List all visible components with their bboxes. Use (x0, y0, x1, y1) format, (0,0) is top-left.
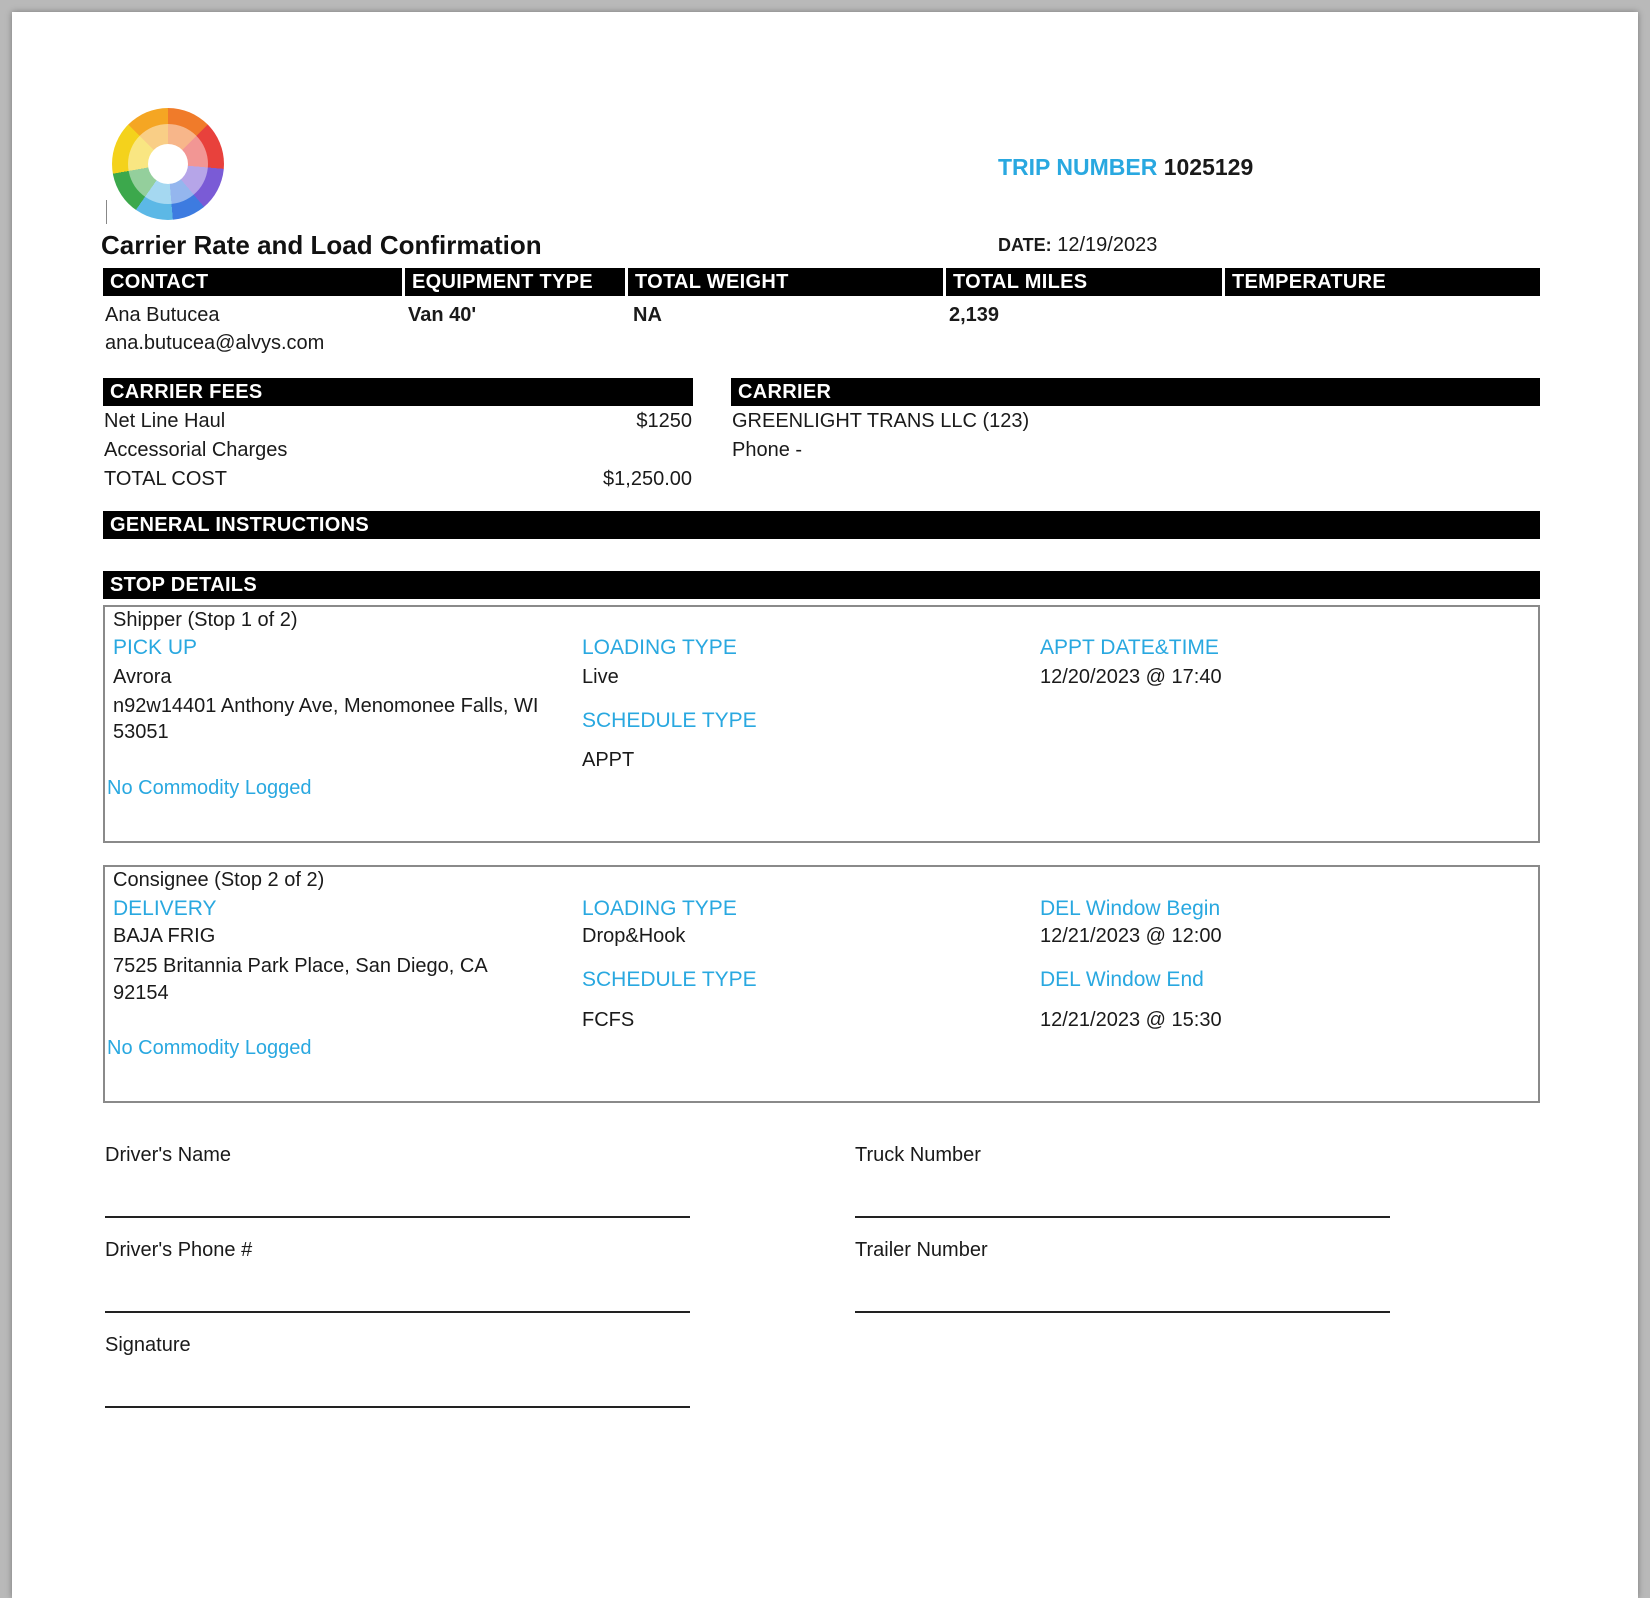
stop-title: Consignee (Stop 2 of 2) (113, 869, 325, 891)
trip-number-label: TRIP NUMBER (998, 154, 1158, 180)
total-weight-header: TOTAL WEIGHT (628, 268, 943, 296)
page-title: Carrier Rate and Load Confirmation (101, 230, 542, 260)
total-cost-value: $1,250.00 (603, 468, 692, 490)
contact-name: Ana Butucea (105, 304, 220, 326)
trip-number-value: 1025129 (1163, 154, 1254, 180)
total-cost-label: TOTAL COST (104, 468, 227, 490)
del-window-begin-label: DEL Window Begin (1040, 897, 1221, 920)
carrier-fees-header: CARRIER FEES (103, 378, 693, 406)
trip-number (998, 154, 1253, 181)
truck-number-label: Truck Number (855, 1144, 981, 1166)
contact-header: CONTACT (103, 268, 402, 296)
loading-type-value: Live (582, 666, 619, 688)
commodity-status: No Commodity Logged (107, 777, 312, 799)
stop-details-header: STOP DETAILS (103, 571, 1540, 599)
general-instructions-header: GENERAL INSTRUCTIONS (103, 511, 1540, 539)
truck-number-line[interactable] (855, 1216, 1390, 1218)
date-label: DATE: (998, 235, 1052, 255)
carrier-phone: Phone - (732, 439, 803, 461)
signature-label: Signature (105, 1334, 191, 1356)
loading-type-label: LOADING TYPE (582, 897, 737, 920)
color-wheel-logo-icon (112, 108, 224, 220)
stop-type-label: PICK UP (113, 636, 198, 659)
commodity-status: No Commodity Logged (107, 1037, 312, 1059)
del-window-begin-value: 12/21/2023 @ 12:00 (1040, 925, 1222, 947)
schedule-type-label: SCHEDULE TYPE (582, 709, 757, 732)
total-miles-value: 2,139 (949, 304, 1000, 326)
stop-company: BAJA FRIG (113, 925, 216, 947)
appt-datetime-value: 12/20/2023 @ 17:40 (1040, 666, 1222, 688)
equipment-type-header: EQUIPMENT TYPE (405, 268, 625, 296)
date-value: 12/19/2023 (1057, 234, 1158, 256)
schedule-type-label: SCHEDULE TYPE (582, 968, 757, 991)
stop-address-line1: n92w14401 Anthony Ave, Menomonee Falls, WI (113, 695, 539, 717)
drivers-phone-line[interactable] (105, 1311, 690, 1313)
del-window-end-value: 12/21/2023 @ 15:30 (1040, 1009, 1222, 1031)
contact-email: ana.butucea@alvys.com (105, 332, 325, 354)
schedule-type-value: FCFS (582, 1009, 635, 1031)
fee-label: Accessorial Charges (104, 439, 288, 461)
carrier-name: GREENLIGHT TRANS LLC (123) (732, 410, 1030, 432)
schedule-type-value: APPT (582, 749, 635, 771)
trailer-number-label: Trailer Number (855, 1239, 988, 1261)
document-date (998, 234, 1157, 257)
total-miles-header: TOTAL MILES (946, 268, 1222, 296)
stop-company: Avrora (113, 666, 172, 688)
stop-address-line2: 92154 (113, 982, 169, 1004)
stop-card (103, 865, 1540, 1103)
stop-card (103, 605, 1540, 843)
fee-label: Net Line Haul (104, 410, 226, 432)
del-window-end-label: DEL Window End (1040, 968, 1204, 991)
document-page (12, 12, 1638, 1598)
loading-type-value: Drop&Hook (582, 925, 686, 947)
stop-title: Shipper (Stop 1 of 2) (113, 609, 298, 631)
stop-address-line1: 7525 Britannia Park Place, San Diego, CA (113, 955, 488, 977)
fee-value: $1250 (636, 410, 692, 432)
loading-type-label: LOADING TYPE (582, 636, 737, 659)
drivers-name-line[interactable] (105, 1216, 690, 1218)
trailer-number-line[interactable] (855, 1311, 1390, 1313)
carrier-header: CARRIER (731, 378, 1540, 406)
total-weight-value: NA (633, 304, 662, 326)
stop-address-line2: 53051 (113, 721, 169, 743)
stop-type-label: DELIVERY (113, 897, 217, 920)
temperature-header: TEMPERATURE (1225, 268, 1540, 296)
appt-datetime-label: APPT DATE&TIME (1040, 636, 1219, 659)
equipment-type-value: Van 40' (408, 304, 477, 326)
drivers-phone-label: Driver's Phone # (105, 1239, 253, 1261)
signature-line[interactable] (105, 1406, 690, 1408)
drivers-name-label: Driver's Name (105, 1144, 232, 1166)
